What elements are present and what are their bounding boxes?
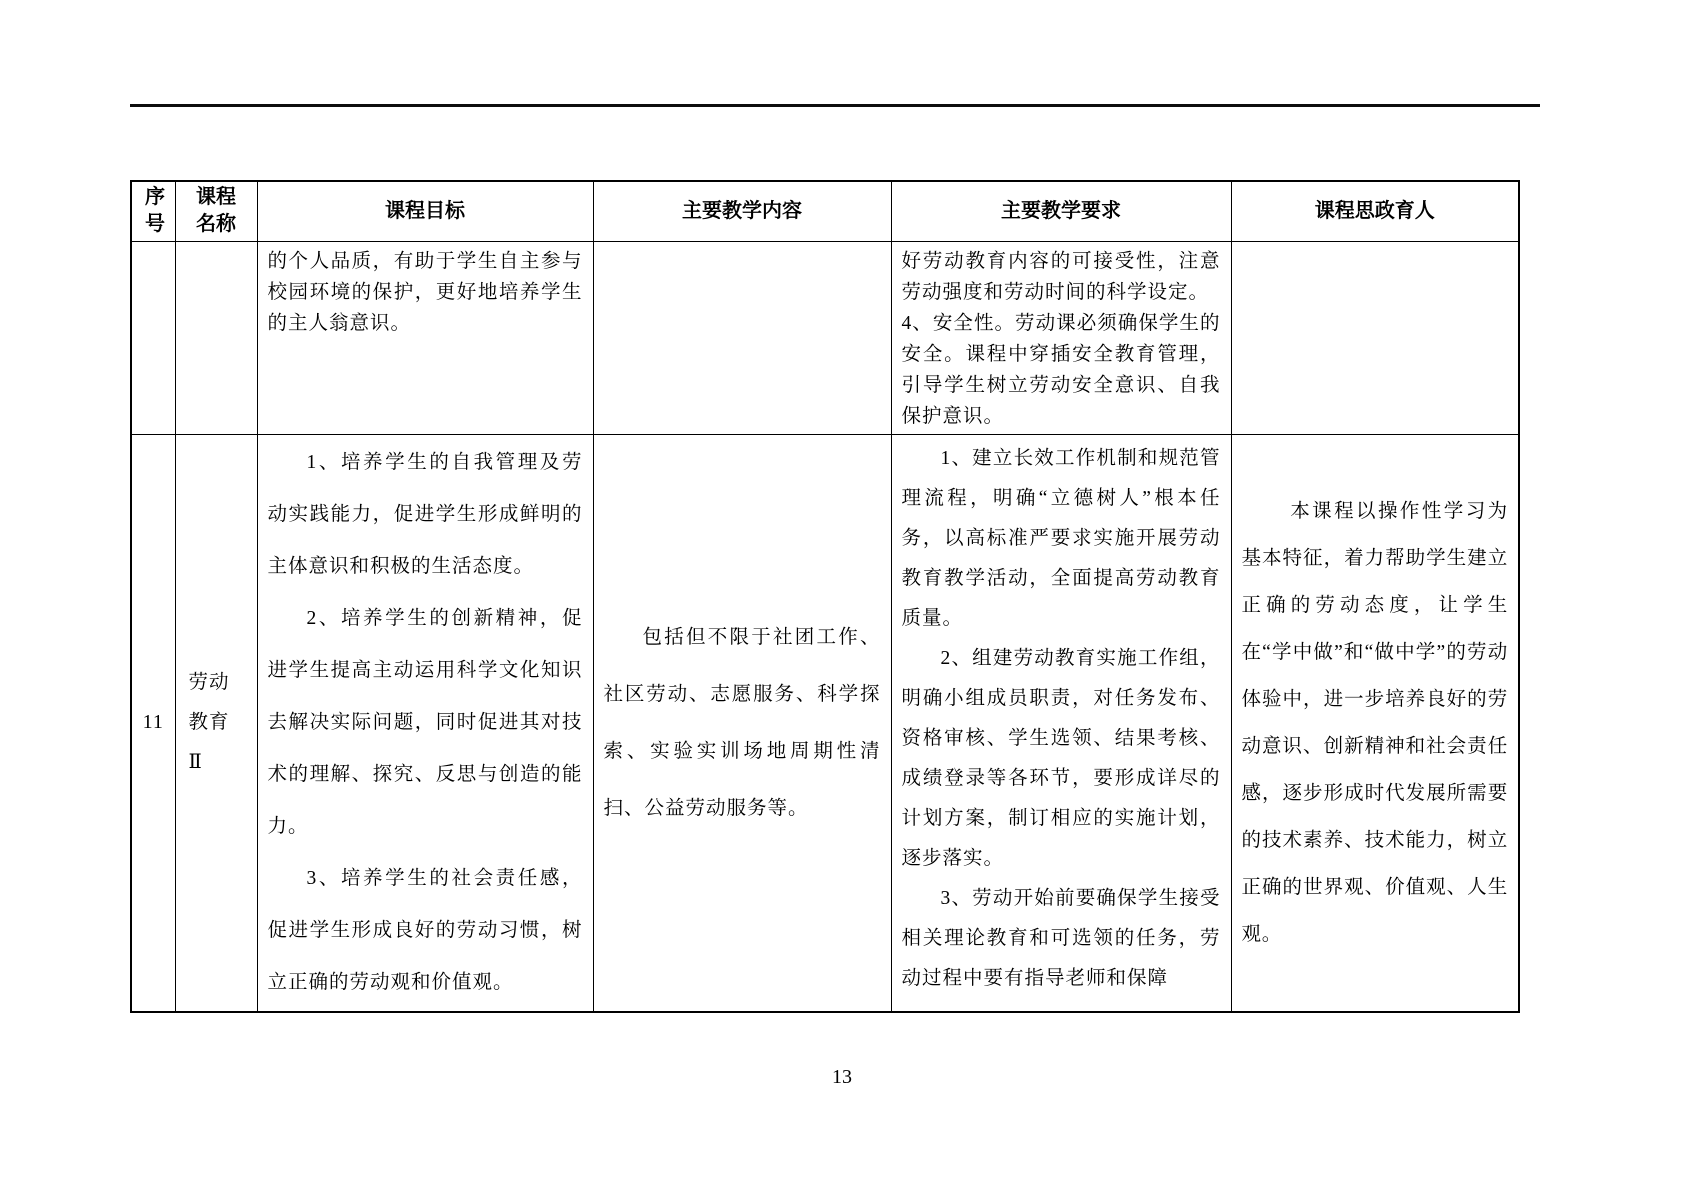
cell-content-empty (593, 241, 891, 434)
ideology-text: 本课程以操作性学习为基本特征，着力帮助学生建立正确的劳动态度，让学生在“学中做”和“做中学”的劳动体验中，进一步培养良好的劳动意识、创新精神和社会责任感，逐步形成时代发展所需要的技术素养、技术能力，树立正确的世界观、价值观、人生观。 (1241, 500, 1508, 945)
cell-course-name-empty (175, 241, 257, 434)
cell-objectives-continuation (257, 241, 593, 434)
requirement-2: 2、组建劳动教育实施工作组，明确小组成员职责，对任务发布、资格审核、学生选领、结果考核、成绩登录等各环节，要形成详尽的计划方案，制订相应的实施计划，逐步落实。 (901, 647, 1221, 869)
table-header-row (131, 181, 1519, 241)
header-content: 主要教学内容 (593, 181, 891, 241)
header-rule (130, 104, 1540, 107)
course-table (130, 180, 1520, 1013)
cell-ideology (1231, 434, 1519, 1012)
requirements-continuation-text-2: 4、安全性。劳动课必须确保学生的安全。课程中穿插安全教育管理，引导学生树立劳动安全意识、自我保护意识。 (901, 312, 1221, 427)
cell-ideology-empty (1231, 241, 1519, 434)
cell-requirements-continuation (891, 241, 1231, 434)
content-text: 包括但不限于社团工作、社区劳动、志愿服务、科学探索、实验实训场地周期性清扫、公益劳动服务等。 (603, 626, 881, 819)
requirements-continuation-text-1: 好劳动教育内容的可接受性，注意劳动强度和劳动时间的科学设定。 (901, 250, 1221, 303)
objective-3: 3、培养学生的社会责任感，促进学生形成良好的劳动习惯，树立正确的劳动观和价值观。 (267, 867, 583, 993)
header-requirements: 主要教学要求 (891, 181, 1231, 241)
cell-course-name: 劳动教育Ⅱ (175, 434, 257, 1012)
table-row-labor-education-2 (131, 434, 1519, 1012)
cell-seq: 11 (131, 434, 175, 1012)
header-course-name: 课程名称 (175, 181, 257, 241)
objective-1: 1、培养学生的自我管理及劳动实践能力，促进学生形成鲜明的主体意识和积极的生活态度。 (267, 451, 583, 577)
objective-2: 2、培养学生的创新精神，促进学生提高主动运用科学文化知识去解决实际问题，同时促进其对技术的理解、探究、反思与创造的能力。 (267, 607, 583, 837)
requirement-3: 3、劳动开始前要确保学生接受相关理论教育和可选领的任务，劳动过程中要有指导老师和保障 (901, 887, 1221, 989)
requirement-1: 1、建立长效工作机制和规范管理流程，明确“立德树人”根本任务，以高标准严要求实施开展劳动教育教学活动，全面提高劳动教育质量。 (901, 447, 1221, 629)
objectives-continuation-text: 的个人品质，有助于学生自主参与校园环境的保护，更好地培养学生的主人翁意识。 (267, 250, 583, 334)
header-seq: 序号 (131, 181, 175, 241)
header-objectives: 课程目标 (257, 181, 593, 241)
cell-requirements (891, 434, 1231, 1012)
cell-seq-empty (131, 241, 175, 434)
page-number: 13 (832, 1066, 852, 1088)
cell-objectives (257, 434, 593, 1012)
header-ideology: 课程思政育人 (1231, 181, 1519, 241)
table-row-continuation (131, 241, 1519, 434)
cell-content (593, 434, 891, 1012)
